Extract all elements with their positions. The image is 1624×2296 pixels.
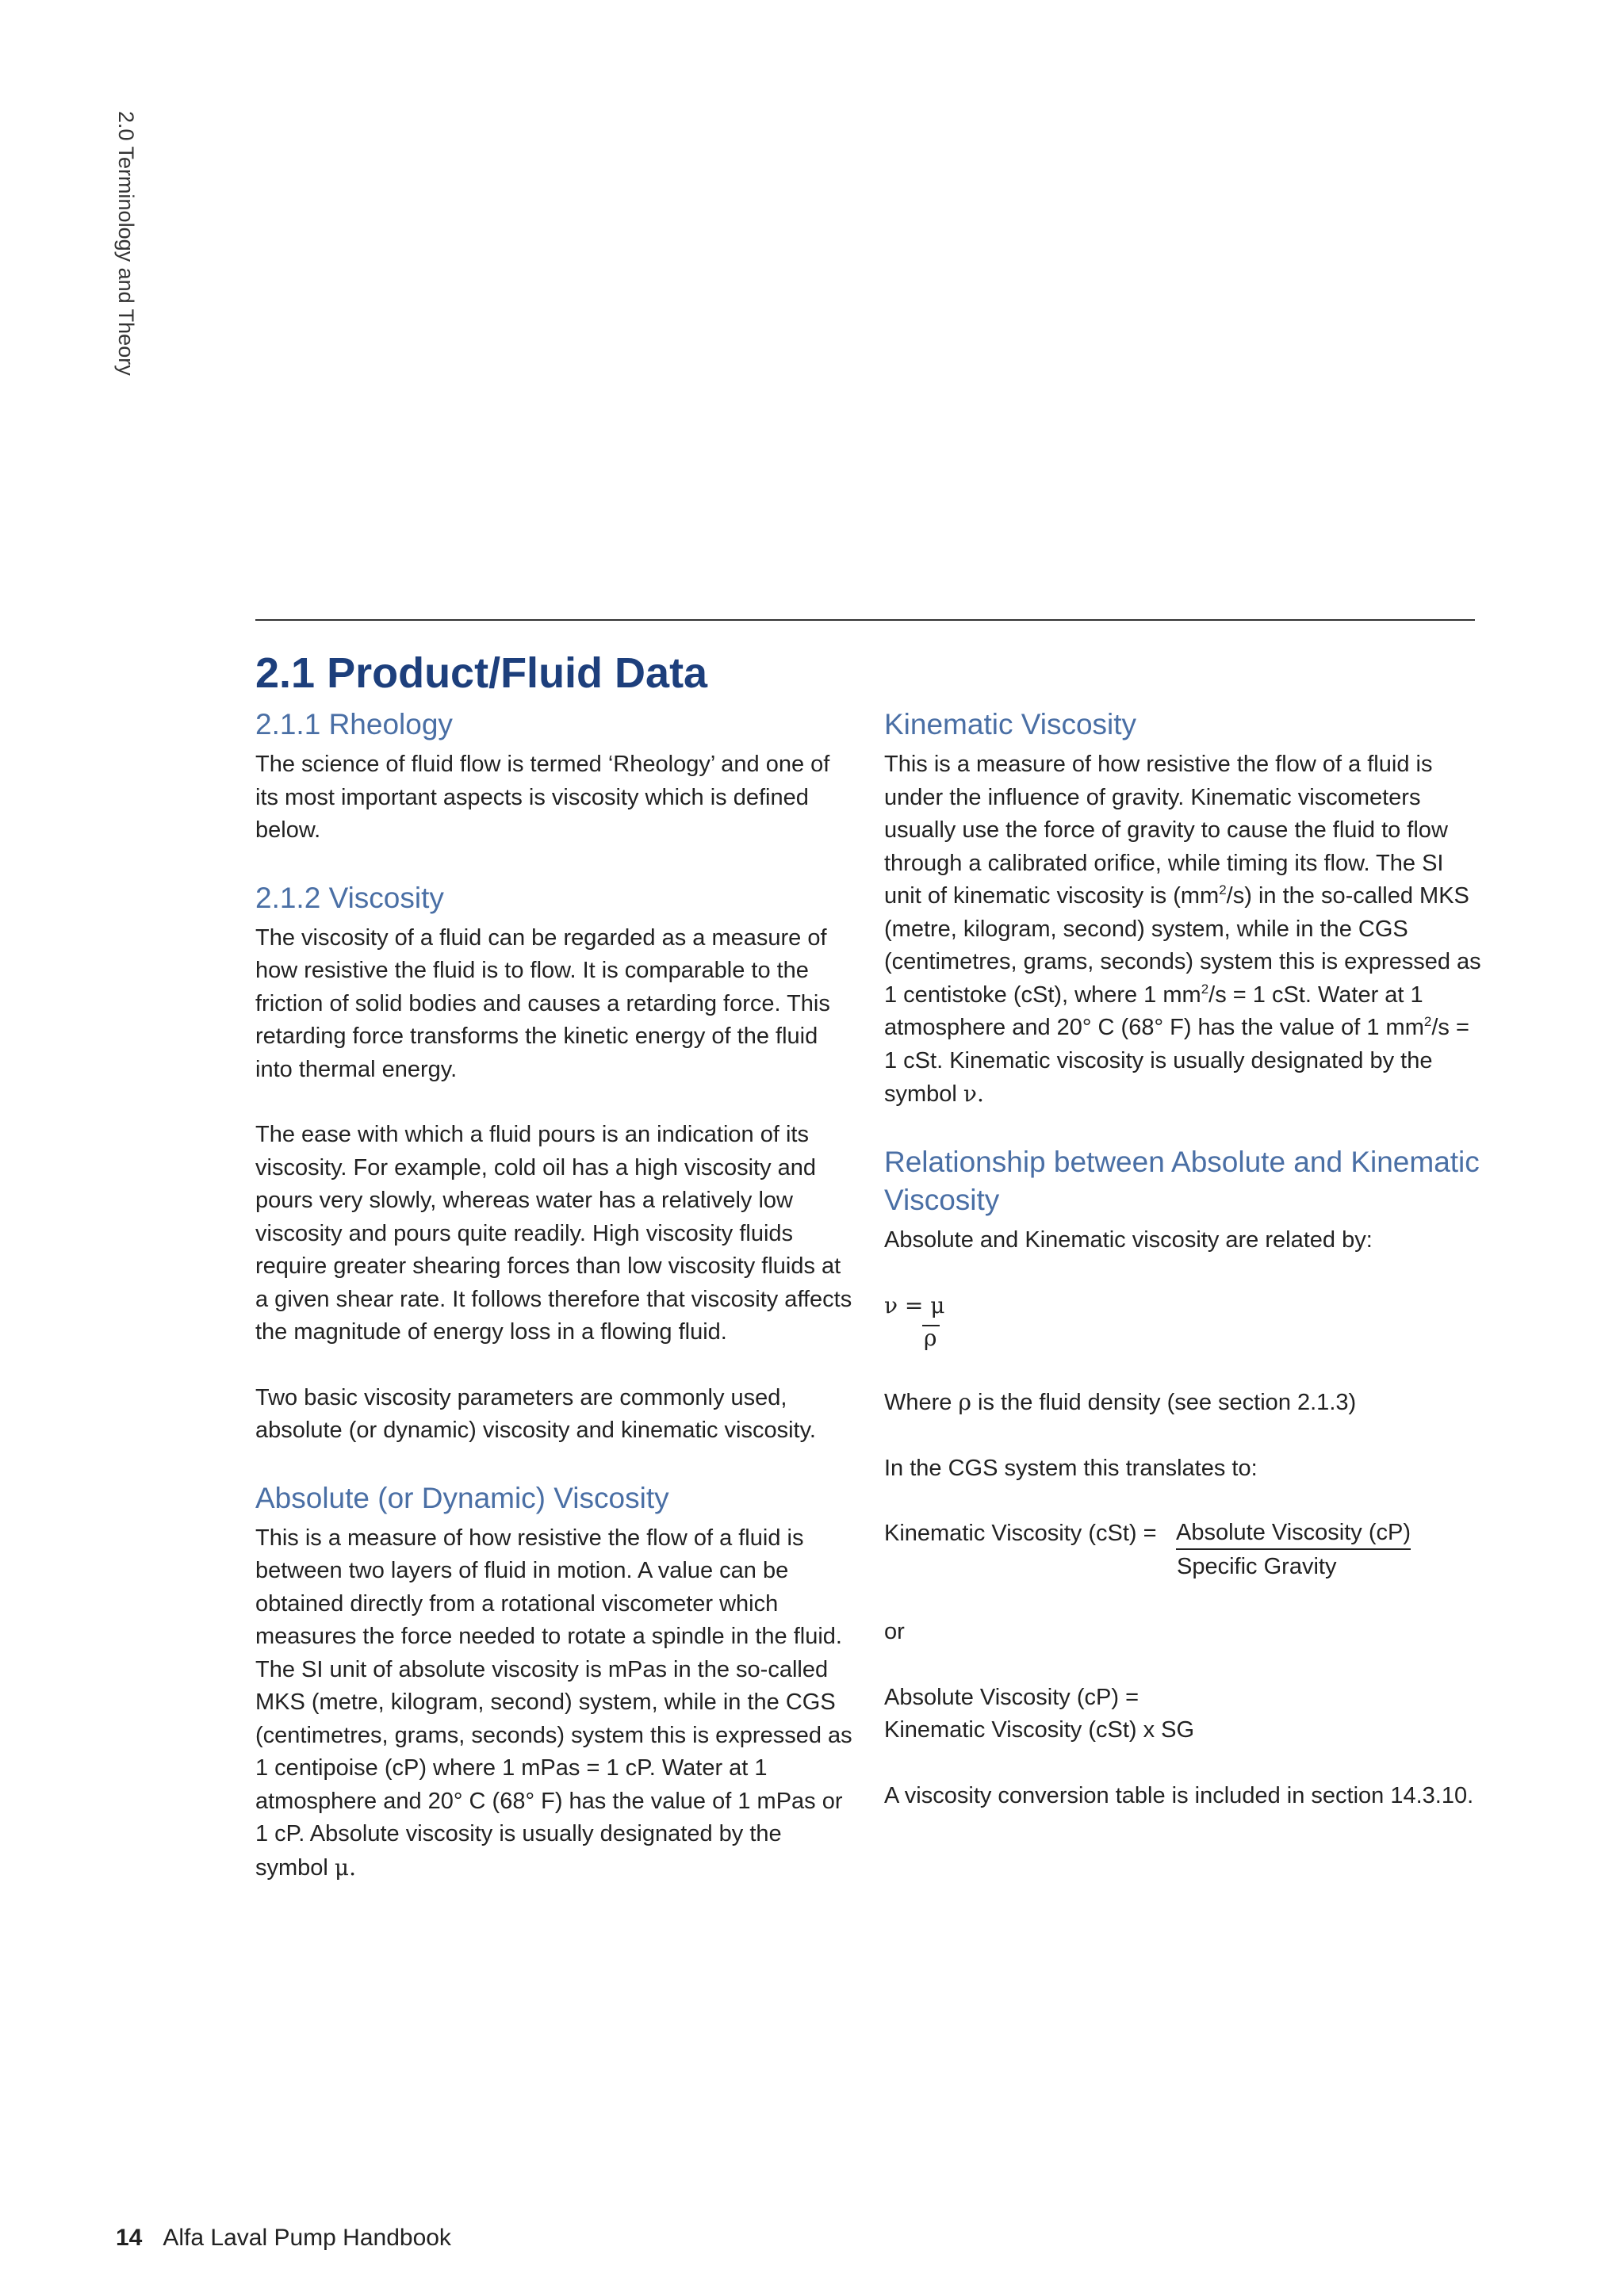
rheology-heading: 2.1.1 Rheology [255, 708, 453, 740]
section-title: 2.1 Product/Fluid Data [255, 649, 708, 697]
kinematic-equation-denominator: Specific Gravity [1177, 1553, 1337, 1579]
nu-formula [884, 1289, 1487, 1354]
relationship-intro: Absolute and Kinematic viscosity are related by: [884, 1226, 1373, 1253]
where-text: Where [884, 1390, 952, 1415]
kinematic-text-b: /s) in the so-called MKS (metre, kilogram, second) system, while in the CGS (centimetres, grams, seconds) system this is expressed as 1 centistoke (cSt), where 1 mm [884, 883, 1481, 1008]
formula-numerator: ν = μ [884, 1292, 945, 1318]
absolute-equation-line-2: Kinematic Viscosity (cSt) x SG [884, 1717, 1195, 1743]
kinematic-text-d: /s = 1 cSt. Kinematic viscosity is usually designated by the symbol [884, 1015, 1469, 1107]
kinematic-text-a: This is a measure of how resistive the flow of a fluid is under the influence of gravity. Kinematic viscometers usually use the force of gravity to cause the fluid to flow through a calibrated orifice, while timing its flow. The SI unit of kinematic viscosity is (mm [884, 752, 1448, 909]
superscript-2: 2 [1219, 882, 1227, 897]
absolute-equation-line-1: Absolute Viscosity (cP) = [884, 1684, 1139, 1710]
kinematic-equation-numerator: Absolute Viscosity (cP) [1176, 1517, 1411, 1550]
running-header [111, 111, 138, 444]
density-note [884, 1386, 1487, 1420]
density-text: is the fluid density (see section 2.1.3) [978, 1390, 1357, 1415]
rheology-paragraph: The science of fluid flow is termed ‘Rheology’ and one of its most important aspects is viscosity which is defined below. [255, 752, 830, 843]
kinematic-equation-lhs: Kinematic Viscosity (cSt) = [884, 1521, 1157, 1546]
absolute-viscosity-text: This is a measure of how resistive the flow of a fluid is between two layers of fluid in motion. A value can be obtained directly from a rotational viscometer which measures the force needed to rotate a spindle in the fluid. The SI unit of absolute viscosity is mPas in the so-called MKS (metre, kilogram, second) system, while in the CGS (centimetres, grams, seconds) system this is expressed as 1 centipoise (cP) where 1 mPas = 1 cP. Water at 1 atmosphere and 20° C (68° F) has the value of 1 mPas or 1 cP. Absolute viscosity is usually designated by the symbol [255, 1525, 852, 1881]
nu-symbol: ν. [963, 1081, 984, 1107]
rho-symbol: ρ [958, 1389, 971, 1415]
kinematic-viscosity-heading: Kinematic Viscosity [884, 708, 1137, 740]
page-footer [116, 2225, 451, 2252]
left-column [255, 706, 858, 1885]
formula-denominator: ρ [924, 1325, 937, 1351]
page-number: 14 [116, 2225, 143, 2251]
viscosity-paragraph-1: The viscosity of a fluid can be regarded as a measure of how resistive the fluid is to flow. It is comparable to the friction of solid bodies and causes a retarding force. This retarding force transforms the kinetic energy of the fluid into thermal energy. [255, 924, 830, 1082]
conversion-table-note: A viscosity conversion table is included in section 14.3.10. [884, 1782, 1474, 1808]
cgs-intro: In the CGS system this translates to: [884, 1455, 1258, 1481]
superscript-2: 2 [1201, 981, 1209, 997]
mu-symbol: μ. [334, 1854, 357, 1881]
viscosity-paragraph-2: The ease with which a fluid pours is an indication of its viscosity. For example, cold oil has a high viscosity and pours very slowly, whereas water has a relatively low viscosity and pours quite readily. High viscosity fluids require greater shearing forces than low viscosity fluids at a given shear rate. It follows therefore that viscosity affects the magnitude of energy loss in a flowing fluid. [255, 1122, 852, 1345]
relationship-heading: Relationship between Absolute and Kinematic Viscosity [884, 1145, 1480, 1216]
running-header-text: 2.0 Terminology and Theory [114, 111, 138, 376]
absolute-viscosity-paragraph [255, 1522, 858, 1885]
right-column [884, 706, 1487, 1812]
viscosity-heading: 2.1.2 Viscosity [255, 881, 444, 914]
header-divider [255, 619, 1475, 621]
book-title: Alfa Laval Pump Handbook [163, 2225, 451, 2251]
kinematic-equation [884, 1517, 1487, 1583]
absolute-viscosity-heading: Absolute (or Dynamic) Viscosity [255, 1481, 669, 1514]
kinematic-text-c: /s = 1 cSt. Water at 1 atmosphere and 20° C (68° F) has the value of 1 mm [884, 982, 1424, 1040]
kinematic-viscosity-paragraph [884, 748, 1487, 1112]
viscosity-paragraph-3: Two basic viscosity parameters are commonly used, absolute (or dynamic) viscosity and kinematic viscosity. [255, 1384, 816, 1443]
superscript-2: 2 [1423, 1014, 1432, 1029]
or-text: or [884, 1619, 905, 1644]
